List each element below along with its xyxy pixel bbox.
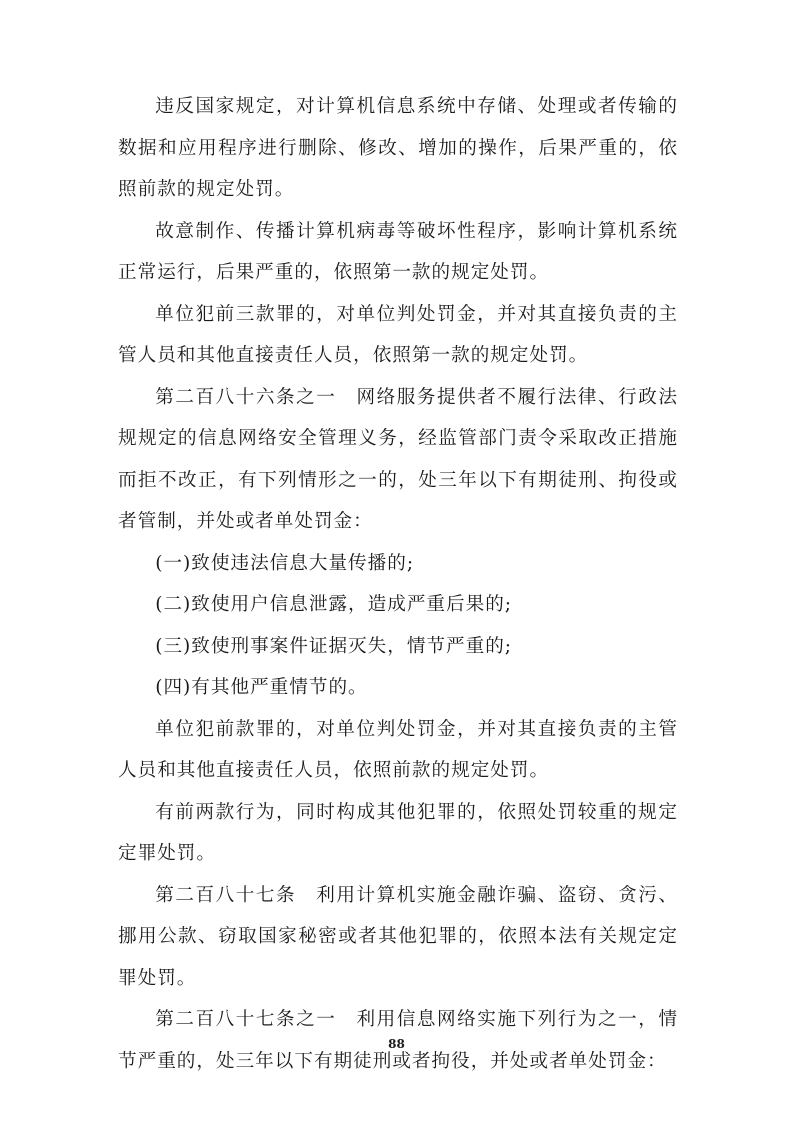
- document-body: [118, 86, 678, 1082]
- paragraph-2: 故意制作、传播计算机病毒等破坏性程序，影响计算机系统正常运行，后果严重的，依照第一款的规定处罚。: [118, 220, 678, 283]
- paragraph-other-crimes: 有前两款行为，同时构成其他犯罪的，依照处罚较重的规定定罪处罚。: [118, 801, 678, 864]
- article-287: 第二百八十七条 利用计算机实施金融诈骗、盗窃、贪污、挪用公款、窃取国家秘密或者其他犯罪的，依照本法有关规定定罪处罚。: [118, 884, 678, 989]
- list-item-2: (二)致使用户信息泄露，造成严重后果的;: [155, 594, 513, 615]
- article-287-1: 第二百八十七条之一 利用信息网络实施下列行为之一，情节严重的，处三年以下有期徒刑或者拘役，并处或者单处罚金：: [118, 1009, 678, 1072]
- list-item-4: (四)有其他严重情节的。: [155, 677, 368, 698]
- paragraph-3: 单位犯前三款罪的，对单位判处罚金，并对其直接负责的主管人员和其他直接责任人员，依照第一款的规定处罚。: [118, 303, 678, 366]
- article-286-1: 第二百八十六条之一 网络服务提供者不履行法律、行政法规规定的信息网络安全管理义务，经监管部门责令采取改正措施而拒不改正，有下列情形之一的，处三年以下有期徒刑、拘役或者管制，并处或者单处罚金：: [118, 386, 678, 532]
- list-item-3: (三)致使刑事案件证据灭失，情节严重的;: [155, 635, 513, 657]
- page-number: 88: [388, 1037, 405, 1051]
- paragraph-unit-penalty: 单位犯前款罪的，对单位判处罚金，并对其直接负责的主管人员和其他直接责任人员，依照前款的规定处罚。: [118, 718, 678, 781]
- list-item-1: (一)致使违法信息大量传播的;: [155, 552, 415, 574]
- paragraph-1: 违反国家规定，对计算机信息系统中存储、处理或者传输的数据和应用程序进行删除、修改、增加的操作，后果严重的，依照前款的规定处罚。: [118, 96, 678, 200]
